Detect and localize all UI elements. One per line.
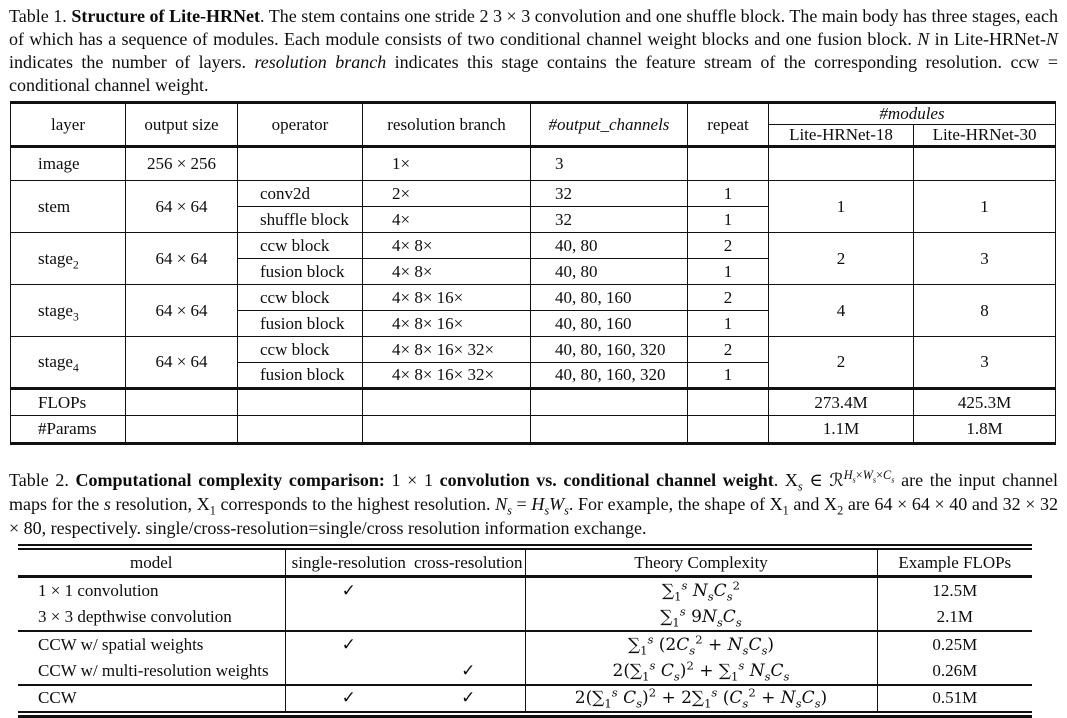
cell-empty (531, 389, 688, 416)
cell-theory-formula: $\sum_1^s$ $N_sC_s^2$ (525, 577, 877, 604)
t1-col-modules: #modules (769, 103, 1056, 125)
cell-model: CCW w/ spatial weights (18, 631, 285, 658)
cell-branch: 4× (363, 207, 531, 233)
cell-layer: stage$_2$ (11, 233, 126, 285)
t2-row-3x3-depthwise (18, 604, 1032, 631)
cell-theory-formula: $2(\sum_1^s$ $C_s)^2 + 2\sum_1^s$ $(C_s^2 + N_sC_s)$ (525, 685, 877, 712)
checkmark-cross: ✓ (412, 658, 525, 685)
t2-header-row (18, 549, 1032, 577)
cell-empty (363, 389, 531, 416)
t1-col-resolution-branch: resolution branch (363, 103, 531, 147)
cell-operator: fusion block (238, 311, 363, 337)
cell-flops-30: 425.3M (914, 389, 1056, 416)
t2-row-ccw (18, 685, 1032, 712)
cell-m30: 3 (914, 233, 1056, 285)
t2-col-model: model (18, 549, 285, 577)
cell-m30: 3 (914, 337, 1056, 389)
cell-branch: 4× 8× 16× (363, 285, 531, 311)
t2-col-cross-resolution: cross-resolution (412, 549, 525, 577)
checkmark-cross: ✓ (412, 685, 525, 712)
cell-channels: 40, 80, 160, 320 (531, 363, 688, 389)
checkmark-single (285, 658, 412, 685)
cell-operator-empty (238, 147, 363, 181)
cell-params-label: #Params (11, 416, 126, 444)
cell-example-flops: 12.5M (932, 580, 978, 600)
table1-caption: Table 1. Structure of Lite-HRNet. The stem contains one stride 2 3 × 3 convolution and one shuffle block. The main body has three stages, each of which has a sequence of modules. Each module consists of two conditional channel weight blocks and one fusion block. N in Lite-HRNet-N indicates the number of layers. resolution branch indicates this stage contains the feature stream of the corresponding resolution. ccw = conditional channel weight. (9, 6, 1059, 95)
t1-col-repeat: repeat (688, 103, 769, 147)
cell-theory-formula: $2(\sum_1^s$ $C_s)^2 + \sum_1^s$ $N_sC_s$ (525, 658, 877, 685)
cell-example-flops: 0.26M (932, 660, 978, 680)
cell-m18: 4 (769, 285, 914, 337)
t2-row-ccw-multi-resolution (18, 658, 1032, 685)
cell-empty (688, 389, 769, 416)
checkmark-cross (412, 631, 525, 658)
cell-m18: 2 (769, 233, 914, 285)
cell-operator: shuffle block (238, 207, 363, 233)
cell-branch: 2× (363, 181, 531, 207)
cell-channels: 32 (531, 207, 688, 233)
cell-empty (531, 416, 688, 444)
cell-example-flops: 2.1M (936, 606, 973, 626)
cell-layer: stem (11, 181, 126, 233)
checkmark-cross (412, 577, 525, 604)
t1-col-output-channels: #output_channels (531, 103, 688, 147)
cell-output-size: 64 × 64 (126, 337, 238, 389)
t1-col-lite-hrnet-30: Lite-HRNet-30 (914, 125, 1056, 147)
cell-m30: 8 (914, 285, 1056, 337)
cell-empty (363, 416, 531, 444)
cell-empty (126, 416, 238, 444)
cell-repeat: 1 (688, 181, 769, 207)
cell-repeat: 1 (688, 259, 769, 285)
cell-m18: 2 (769, 337, 914, 389)
cell-flops-label: FLOPs (11, 389, 126, 416)
checkmark-single: ✓ (341, 580, 356, 601)
table2-wrapper (18, 544, 1032, 718)
cell-m30-empty (914, 147, 1056, 181)
cell-params-18: 1.1M (769, 416, 914, 444)
t1-row-flops (11, 389, 1056, 416)
cell-empty (238, 389, 363, 416)
cell-m18: 1 (769, 181, 914, 233)
cell-operator: ccw block (238, 233, 363, 259)
t1-row-stage4-1 (11, 337, 1056, 363)
t1-row-stem-1 (11, 181, 1056, 207)
cell-channels: 40, 80 (531, 259, 688, 285)
t1-col-lite-hrnet-18: Lite-HRNet-18 (769, 125, 914, 147)
cell-layer: stage$_4$ (11, 337, 126, 389)
cell-empty (238, 416, 363, 444)
cell-repeat: 1 (688, 311, 769, 337)
cell-example-flops: 0.25M (877, 631, 1032, 658)
cell-example-flops: 0.51M (877, 685, 1032, 712)
cell-layer: stage$_3$ (11, 285, 126, 337)
cell-operator: fusion block (238, 363, 363, 389)
t2-row-ccw-spatial (18, 631, 1032, 658)
cell-branch: 4× 8× 16× 32× (363, 363, 531, 389)
t1-col-operator: operator (238, 103, 363, 147)
cell-channels: 40, 80 (531, 233, 688, 259)
cell-operator: ccw block (238, 285, 363, 311)
t2-row-1x1-convolution (18, 577, 1032, 604)
cell-repeat: 2 (688, 337, 769, 363)
cell-output-size: 256 × 256 (126, 147, 238, 181)
t2-col-single-resolution: single-resolution (285, 549, 412, 577)
cell-model: CCW w/ multi-resolution weights (18, 658, 285, 685)
cell-output-size: 64 × 64 (126, 285, 238, 337)
cell-operator: ccw block (238, 337, 363, 363)
cell-layer: image (11, 147, 126, 181)
cell-repeat-empty (688, 147, 769, 181)
cell-params-30: 1.8M (914, 416, 1056, 444)
cell-theory-formula: $\sum_1^s$ $9N_sC_s$ (525, 604, 877, 631)
cell-branch: 4× 8× 16× 32× (363, 337, 531, 363)
cell-channels: 40, 80, 160 (531, 285, 688, 311)
cell-repeat: 1 (688, 207, 769, 233)
cell-branch: 1× (363, 147, 531, 181)
cell-model: 1 × 1 convolution (18, 577, 285, 604)
cell-channels: 3 (531, 147, 688, 181)
cell-branch: 4× 8× (363, 259, 531, 285)
cell-channels: 32 (531, 181, 688, 207)
table2-header (18, 549, 1032, 577)
t2-col-example-flops: Example FLOPs (877, 549, 1032, 577)
table2-caption: Table 2. Computational complexity comparison: 1 × 1 convolution vs. conditional channel weight. $X_s$ ∈ ℛ$^{H_s\times W_s\times C_s}$ are the input channel maps for the s resolution, $X_1$ corresponds to the highest resolution. $N_s = H_sW_s$. For example, the shape of $X_1$ and $X_2$ are 64 × 64 × 40 and 32 × 32 × 80, respectively. single/cross-resolution=single/cross resolution information exchange. (9, 468, 1059, 538)
cell-repeat: 1 (688, 363, 769, 389)
cell-repeat: 2 (688, 233, 769, 259)
t1-col-output-size: output size (126, 103, 238, 147)
cell-channels: 40, 80, 160 (531, 311, 688, 337)
cell-m18-empty (769, 147, 914, 181)
t1-row-stage2-1 (11, 233, 1056, 259)
cell-model: CCW (18, 685, 285, 712)
cell-output-size: 64 × 64 (126, 181, 238, 233)
table1-structure-lite-hrnet (10, 101, 1056, 445)
checkmark-single: ✓ (285, 631, 412, 658)
cell-empty (688, 416, 769, 444)
cell-channels: 40, 80, 160, 320 (531, 337, 688, 363)
cell-model: 3 × 3 depthwise convolution (18, 604, 285, 631)
t1-row-params (11, 416, 1056, 444)
cell-empty (126, 389, 238, 416)
cell-flops-18: 273.4M (769, 389, 914, 416)
t1-col-layer: layer (11, 103, 126, 147)
cell-m30: 1 (914, 181, 1056, 233)
cell-operator: conv2d (238, 181, 363, 207)
cell-branch: 4× 8× 16× (363, 311, 531, 337)
cell-theory-formula: $\sum_1^s$ $(2C_s^2 + N_sC_s)$ (525, 631, 877, 658)
cell-repeat: 2 (688, 285, 769, 311)
cell-operator: fusion block (238, 259, 363, 285)
table2-complexity-comparison (18, 548, 1032, 713)
checkmark-single (285, 604, 412, 631)
t2-col-theory-complexity: Theory Complexity (525, 549, 877, 577)
t1-header-row-1 (11, 103, 1056, 125)
cell-output-size: 64 × 64 (126, 233, 238, 285)
checkmark-single: ✓ (285, 685, 412, 712)
checkmark-cross (412, 604, 525, 631)
cell-branch: 4× 8× (363, 233, 531, 259)
t1-row-stage3-1 (11, 285, 1056, 311)
table1-header (11, 103, 1056, 147)
t1-row-image (11, 147, 1056, 181)
